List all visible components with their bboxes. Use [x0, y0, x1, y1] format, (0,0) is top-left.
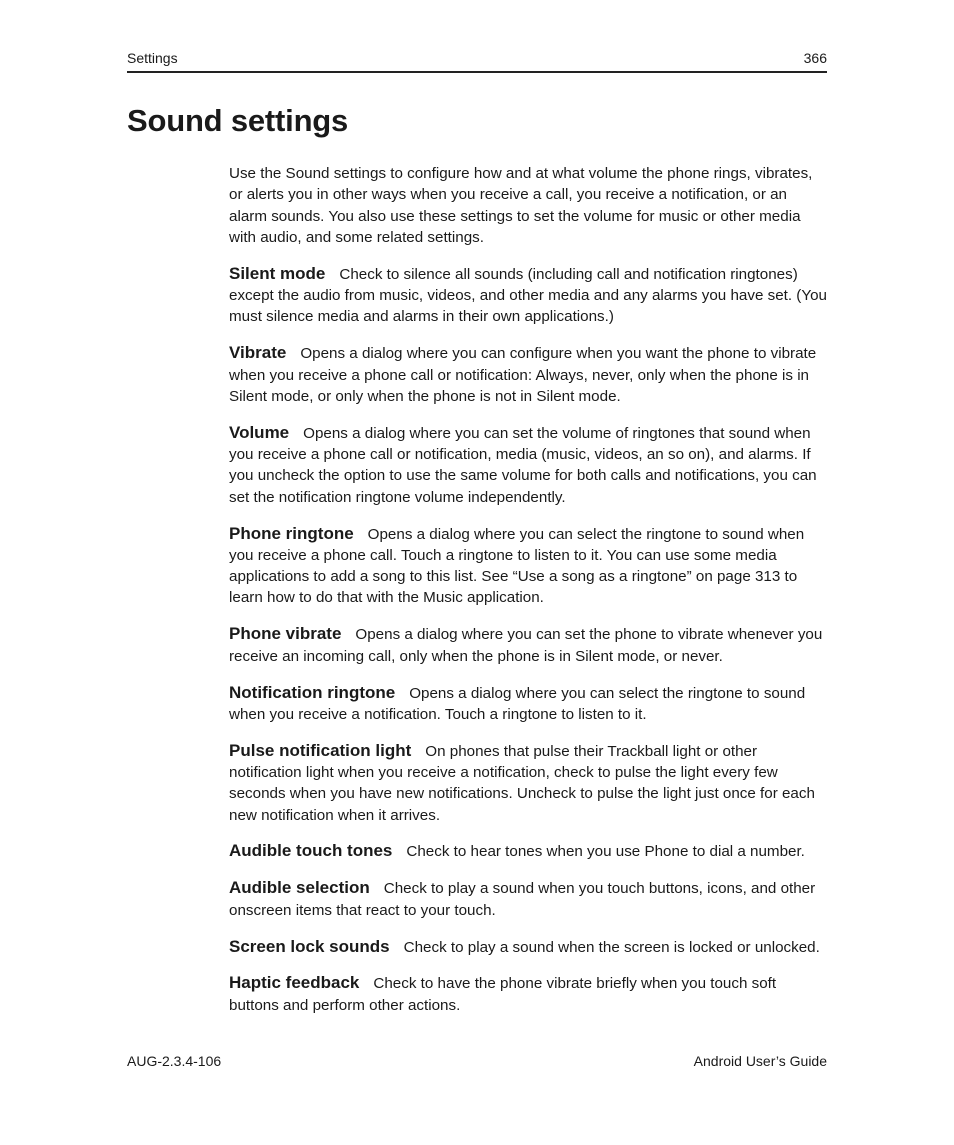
setting-notification-ringtone [229, 682, 827, 726]
page-footer [127, 1052, 827, 1072]
setting-term: Phone ringtone [229, 523, 354, 543]
setting-phone-ringtone [229, 523, 827, 609]
setting-description: On phones that pulse their Trackball light or other notification light when you receive a notification, check to pulse the light every few seconds when you have new notifications. Uncheck to pulse the light just once for each new notification when it arrives. [229, 742, 815, 824]
setting-description: Check to hear tones when you use Phone to dial a number. [406, 843, 805, 861]
page-header [127, 49, 827, 73]
setting-description: Opens a dialog where you can select the ringtone to sound when you receive a notification. Touch a ringtone to listen to it. [229, 684, 806, 723]
setting-description: Check to play a sound when the screen is locked or unlocked. [403, 938, 820, 956]
setting-term: Audible touch tones [229, 841, 393, 861]
setting-term: Notification ringtone [229, 682, 396, 702]
setting-description: Opens a dialog where you can set the volume of ringtones that sound when you receive a phone call or notification, media (music, videos, an so on), and alarms. If you uncheck the option to use the same volume for both calls and notifications, you can set the notification ringtone volume independently. [229, 424, 817, 506]
setting-volume [229, 422, 827, 508]
footer-guide-name: Android User’s Guide [693, 1053, 827, 1069]
setting-term: Pulse notification light [229, 740, 412, 760]
setting-phone-vibrate [229, 623, 827, 667]
header-section: Settings [127, 50, 178, 66]
footer-doc-id: AUG-2.3.4-106 [127, 1053, 222, 1069]
setting-description: Opens a dialog where you can set the phone to vibrate whenever you receive an incoming call, only when the phone is in Silent mode, or never. [229, 626, 823, 665]
setting-description: Opens a dialog where you can configure when you want the phone to vibrate when you receive a phone call or notification: Always, never, only when the phone is in Silent mode, or only when the phone is not in Silent mode. [229, 345, 817, 405]
setting-audible-touch-tones [229, 840, 827, 862]
setting-term: Screen lock sounds [229, 936, 390, 956]
setting-term: Silent mode [229, 263, 326, 283]
page-title: Sound settings [127, 103, 349, 138]
page-number: 366 [803, 50, 827, 66]
intro-paragraph: Use the Sound settings to configure how and at what volume the phone rings, vibrates, or alerts you in other ways when you receive a call, you receive a notification, or an alarm sounds. You also use these settings to set the volume for music or other media with audio, and some related settings. [229, 165, 813, 246]
setting-vibrate [229, 342, 827, 407]
setting-audible-selection [229, 877, 827, 921]
setting-term: Volume [229, 422, 290, 442]
setting-haptic-feedback [229, 972, 827, 1016]
setting-term: Phone vibrate [229, 624, 342, 644]
setting-silent-mode [229, 263, 827, 328]
setting-description: Check to play a sound when you touch buttons, icons, and other onscreen items that react to your touch. [229, 880, 816, 919]
setting-description: Opens a dialog where you can select the ringtone to sound when you receive a phone call. Touch a ringtone to listen to it. You can use some media applications to add a song to this list. See “Use a song as a ringtone” on page 313 to learn how to do that with the Music application. [229, 525, 805, 607]
setting-screen-lock-sounds [229, 936, 827, 958]
setting-term: Audible selection [229, 878, 370, 898]
setting-description: Check to have the phone vibrate briefly when you touch soft buttons and perform other actions. [229, 975, 777, 1014]
setting-description: Check to silence all sounds (including call and notification ringtones) except the audio from music, videos, and other media and any alarms you have set. (You must silence media and alarms in their own applications.) [229, 265, 827, 326]
setting-term: Haptic feedback [229, 973, 360, 993]
setting-pulse-notification-light [229, 740, 827, 826]
setting-term: Vibrate [229, 343, 287, 363]
main-content [229, 163, 827, 1031]
